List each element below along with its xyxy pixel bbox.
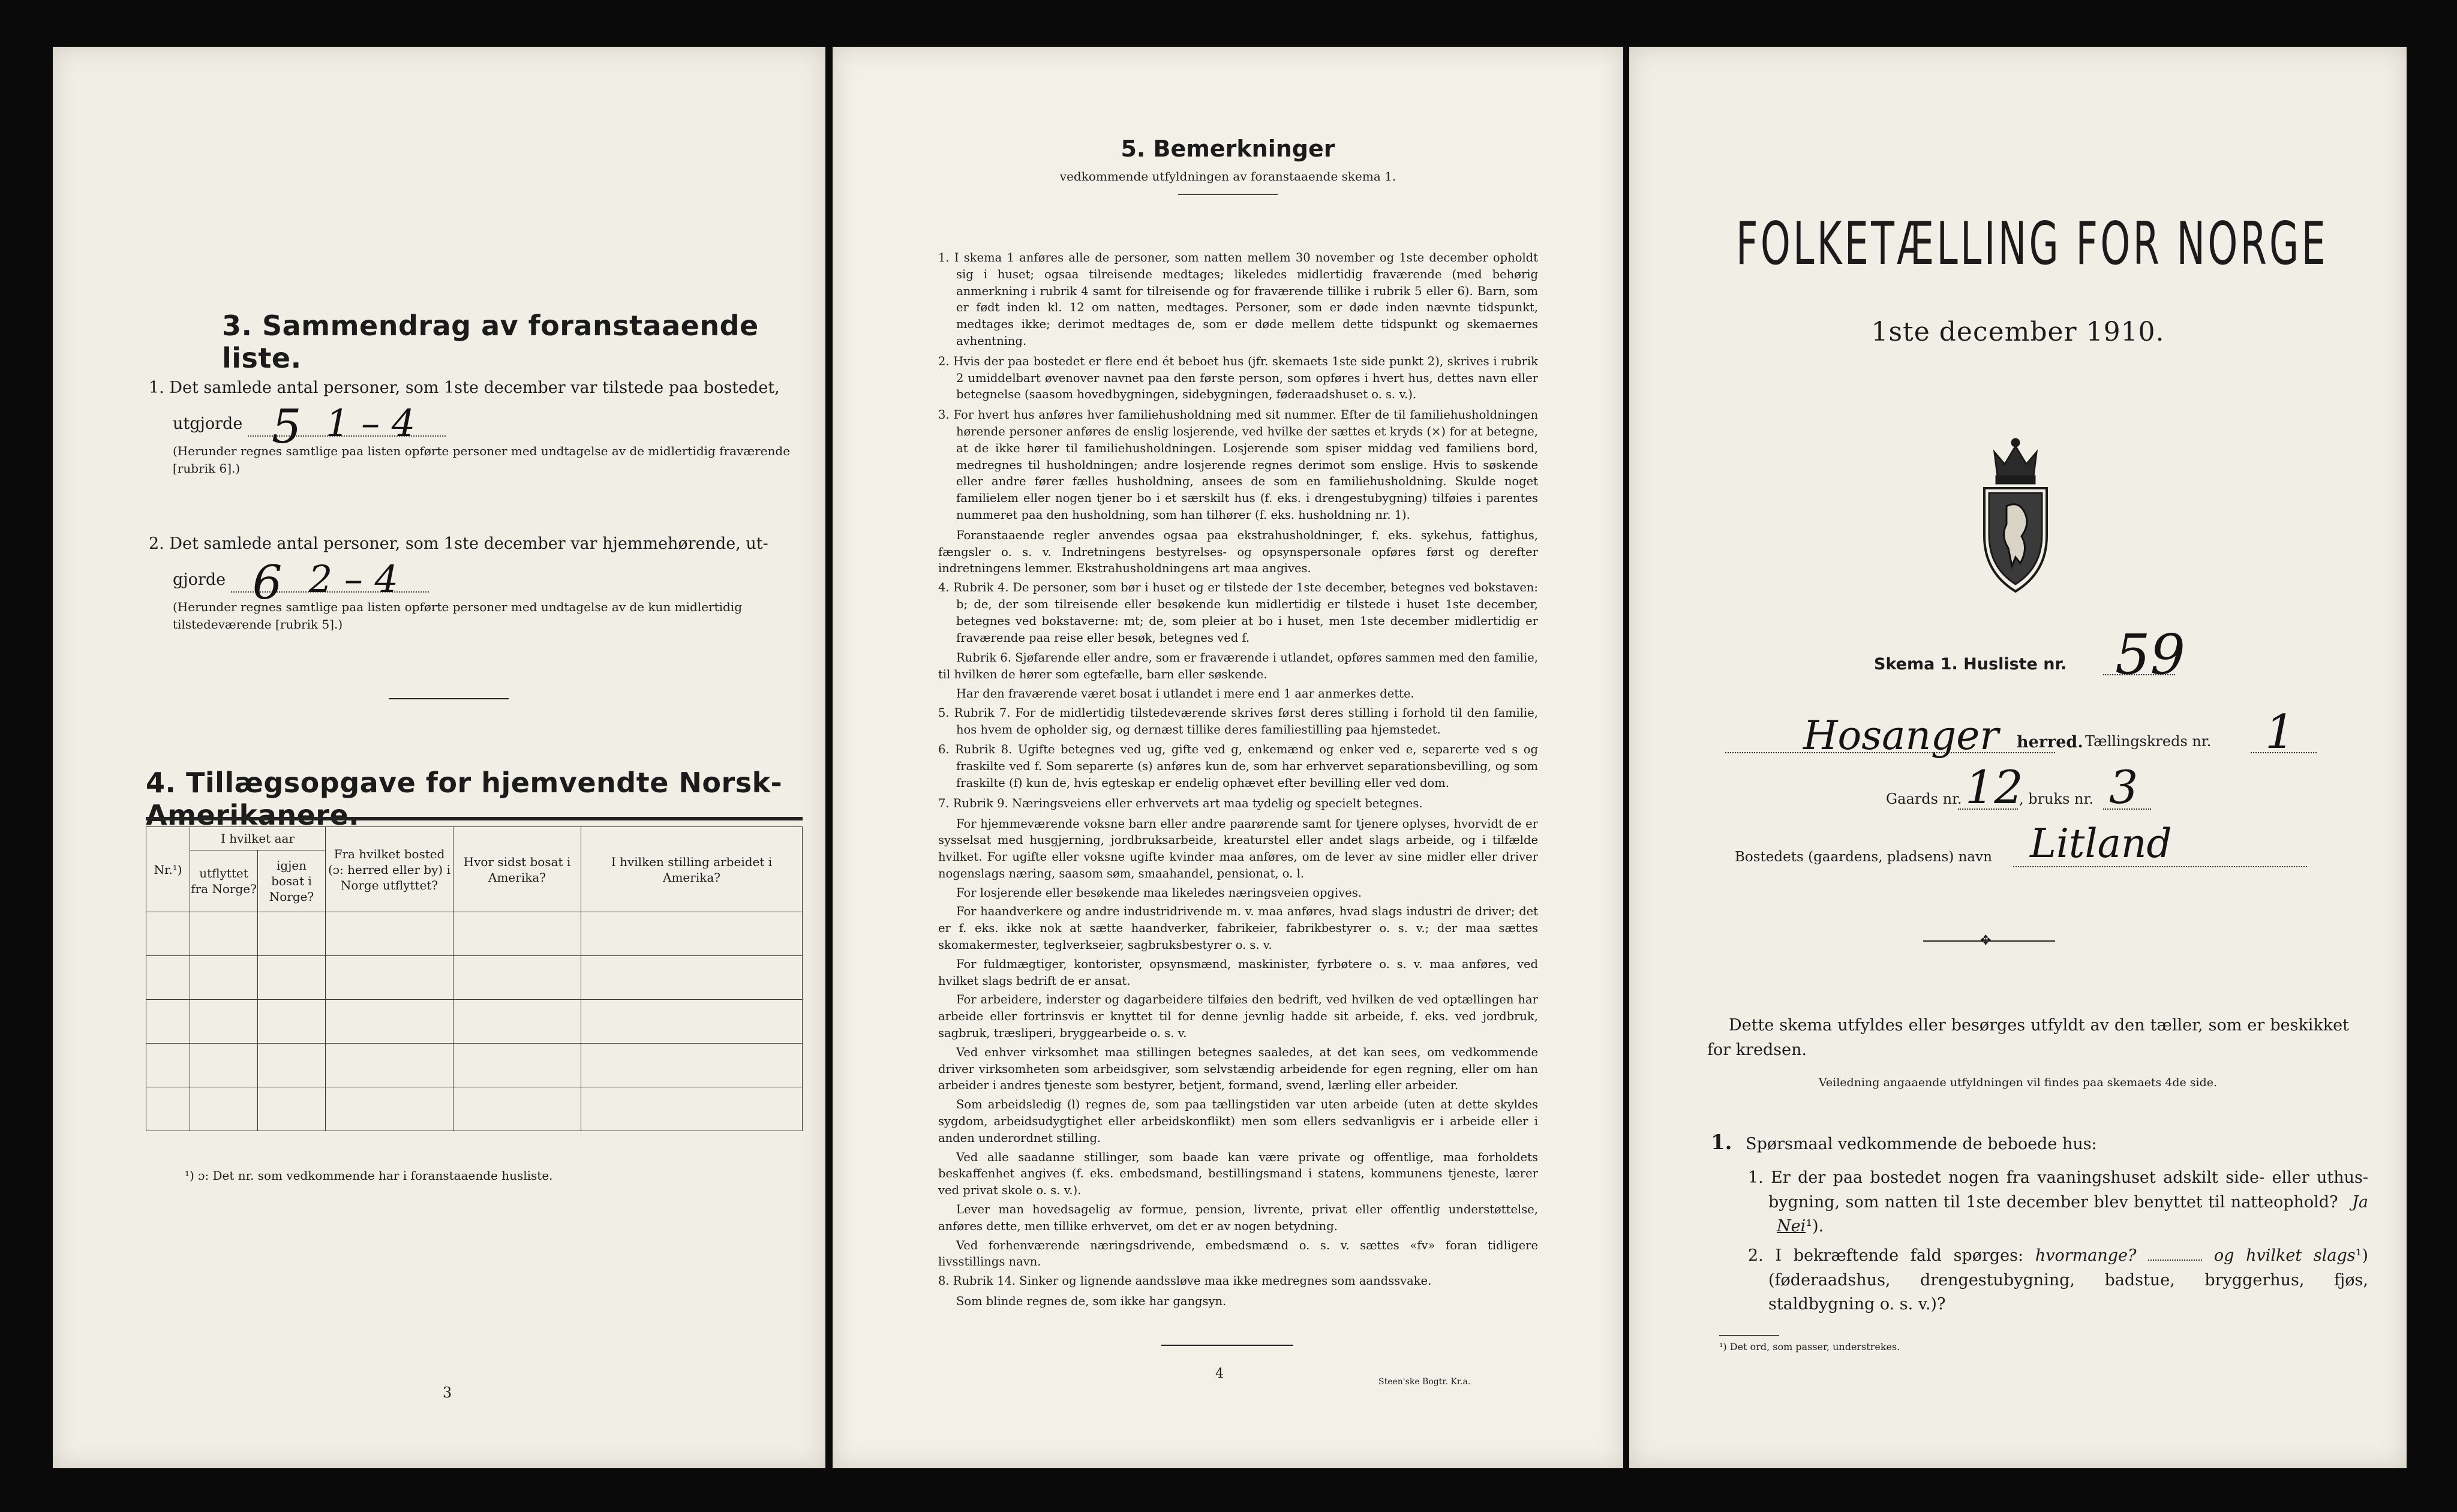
- bemerkning-paragraph: Foranstaaende regler anvendes ogsaa paa ekstrahusholdninger, f. eks. sykehus, fattighus, fængsler o. s. v. Indretningens bestyrelses- og opsynspersonale opføres først og derefter indretningens lemmer. Ekstrahusholdningens art maa angives.: [938, 528, 1538, 576]
- item-1-value: 5: [271, 400, 302, 454]
- item-1-value-extra: 1 – 4: [325, 401, 416, 445]
- bemerkning-paragraph: 1. I skema 1 anføres alle de personer, som natten mellem 30 november og 1ste december opholdt sig i huset; ogsaa tilreisende medtages; likeledes midlertidig fraværende (med behørig anmerkning i rubrik 4 samt for tilreisende og for fraværende tillike i rubrik 5 eller 6). Barn, som er født inden kl. 12 om natten, medtages. Personer, som er døde inden nævnte tidspunkt, medtages ikke; derimot medtages de, som er døde mellem dette tidspunkt og skemaernes avhentning.: [938, 251, 1538, 348]
- table-row: [146, 1087, 803, 1131]
- table-row: [146, 956, 803, 1000]
- bemerkning-paragraph: Ved forhenværende næringsdrivende, embedsmænd o. s. v. sættes «fv» foran tidligere livsstillings navn.: [938, 1238, 1538, 1269]
- question-2-detail: (føderaadshus, drengestubygning, badstue, bryggerhus, fjøs, staldbygning o. s. v.)?: [1768, 1270, 2368, 1313]
- bemerkning-paragraph: For fuldmægtiger, kontorister, opsynsmænd, maskinister, fyrbøtere o. s. v. maa anføres, ved hvilket slags bedrift de er ansat.: [938, 957, 1538, 988]
- bemerkning-paragraph: For losjerende eller besøkende maa likeledes næringsveien opgives.: [956, 885, 1362, 900]
- question-2-hvormange: hvormange?: [2035, 1246, 2137, 1265]
- footnote-rule: [1719, 1335, 1779, 1336]
- header-fra-bosted: Fra hvilket bosted (ɔ: herred eller by) i Norge utflyttet?: [326, 827, 453, 912]
- question-2: 2. I bekræftende fald spørges: hvormange? og hvilket slags¹) (føderaadshus, drengestubygning, badstue, bryggerhus, fjøs, staldbygning o. s. v.)?: [1748, 1246, 2368, 1313]
- table-footnote: ¹) ɔ: Det nr. som vedkommende har i foranstaaende husliste.: [185, 1168, 553, 1183]
- header-utflyttet: utflyttet fra Norge?: [190, 850, 258, 912]
- right-footnote: ¹) Det ord, som passer, understrekes.: [1719, 1341, 1900, 1352]
- ornament-icon: ✥: [1980, 933, 1992, 948]
- section-3-title: 3. Sammendrag av foranstaaende liste.: [222, 309, 759, 374]
- census-date: 1ste december 1910.: [1871, 317, 2165, 347]
- item-1-dotline: [248, 400, 446, 454]
- right-page: [1629, 47, 2407, 1468]
- bemerkning-paragraph: 2. Hvis der paa bostedet er flere end ét beboet hus (jfr. skemaets 1ste side punkt 2), skrives i rubrik 2 umiddelbart øvenover navnet paa den første person, som opføres i hvert hus, dettes navn eller betegnelse (saasom hovedbygningen, sidebygningen, føderaadshuset o. s. v.).: [938, 354, 1538, 402]
- bosted-label: Bostedets (gaardens, pladsens) navn: [1735, 849, 1992, 865]
- bemerkning-paragraph: Ved enhver virksomhet maa stillingen betegnes saaledes, at det kan sees, om vedkommende driver virksomheten som arbeidsgiver, som selvstændig arbeidende for egen regning, eller om han arbeider i andres tjeneste som bestyrer, betjent, formand, svend, lærling eller arbeider.: [938, 1045, 1538, 1093]
- bemerkning-paragraph: 4. Rubrik 4. De personer, som bør i huset og er tilstede der 1ste december, betegnes ved bokstaven: b; de, der som tilreisende eller besøkende kun midlertidig er tilstede i huset 1ste december, betegnes ved bokstaverne: mt; de, som pleier at bo i huset, men 1ste december midlertidig er fraværende paa reise eller besøk, betegnes ved f.: [938, 581, 1538, 645]
- item-2-note: (Herunder regnes samtlige paa listen opførte personer med undtagelse av de kun midlertidig tilstedeværende [rubrik 5].): [173, 600, 743, 632]
- middle-page: [833, 47, 1623, 1468]
- husliste-value: 59: [2115, 623, 2186, 687]
- coat-of-arms-icon: [1974, 434, 2057, 596]
- item-1-text: 1. Det samlede antal personer, som 1ste december var tilstede paa bostedet,: [149, 378, 780, 397]
- bemerkning-paragraph: Ved alle saadanne stillinger, som baade kan være private og offentlige, maa forholdets beskaffenhet angives (f. eks. embedsmand, bestillingsmand i statens, kommunens tjeneste, lærer ved privat skole o. s. v.).: [938, 1150, 1538, 1198]
- question-1-text: 1. Er der paa bostedet nogen fra vaaningshuset adskilt side- eller uthus-bygning, som natten til 1ste december blev benyttet til natteophold?: [1748, 1168, 2368, 1212]
- table-row: [146, 912, 803, 956]
- bemerkninger-body: [938, 250, 1538, 1312]
- page-number-3: 3: [443, 1384, 452, 1401]
- item-2-value-extra: 2 – 4: [308, 557, 398, 601]
- section-4-title: 4. Tillægsopgave for hjemvendte Norsk-Amerikanere.: [146, 766, 783, 831]
- hvormange-dotline: [2148, 1260, 2202, 1261]
- schema-label: Skema 1. Husliste nr.: [1874, 655, 2067, 674]
- question-heading-number: 1.: [1711, 1131, 1732, 1155]
- bemerkning-paragraph: For hjemmeværende voksne barn eller andre paarørende samt for tjenere oplyses, hvorvidt de er sysselsat med husgjerning, jordbruksarbeide, kreaturstel eller andet slags arbeide, og i tilfælde hvilket. For ugifte eller voksne ugifte kvinder maa anføres, om de lever av sine midler eller driver nogenslags næring, saasom søm, smaahandel, pensionat, o. l.: [938, 816, 1538, 880]
- kreds-value: 1: [2265, 705, 2295, 759]
- item-1-answer-line: [173, 400, 446, 454]
- page-number-4: 4: [1215, 1366, 1224, 1381]
- question-2-slags: og hvilket slags: [2213, 1246, 2356, 1265]
- item-1-prefix: utgjorde: [173, 414, 243, 434]
- bemerkning-paragraph: 5. Rubrik 7. For de midlertidig tilstedeværende skrives først deres stilling i forhold til den familie, hos hvem de opholder sig, og dernæst tillike deres familiestilling paa hjemstedet.: [938, 705, 1538, 737]
- main-title: FOLKETÆLLING FOR NORGE: [1736, 210, 2329, 278]
- table-row: [146, 1044, 803, 1087]
- question-heading: [1711, 1128, 2097, 1158]
- bemerkning-paragraph: Som arbeidsledig (l) regnes de, som paa tællingstiden var uten arbeide (uten at dette skyldes sygdom, arbeidsudygtighet eller arbeidskonflikt) men som ellers sedvanligvis er i arbeide eller i anden underordnet stilling.: [938, 1098, 1538, 1145]
- bemerkninger-subtitle: vedkommende utfyldningen av foranstaaende skema 1.: [1059, 169, 1396, 184]
- header-sidst-bosat: Hvor sidst bosat i Amerika?: [453, 827, 581, 912]
- table-row: [146, 1000, 803, 1044]
- answer-footnote-mark: ¹).: [1806, 1217, 1824, 1236]
- item-2-prefix: gjorde: [173, 570, 226, 590]
- question-heading-text: Spørsmaal vedkommende de beboede hus:: [1746, 1135, 2097, 1153]
- bemerkning-paragraph: Rubrik 6. Sjøfarende eller andre, som er fraværende i utlandet, opføres sammen med den familie, til hvilken de hører som egtefælle, barn eller søskende.: [938, 651, 1538, 682]
- bemerkning-paragraph: 7. Rubrik 9. Næringsveiens eller erhvervets art maa tydelig og specielt betegnes.: [938, 796, 1423, 810]
- bemerkning-paragraph: For arbeidere, inderster og dagarbeidere tilføies den bedrift, ved hvilken de ved optællingen har arbeide eller fortrinsvis er knyttet til for denne jevnlig hadde sit arbeide, f. eks. ved jordbruk, sagbruk, træsliperi, bryggearbeide o. s. v.: [938, 993, 1538, 1041]
- item-1-note: (Herunder regnes samtlige paa listen opførte personer med undtagelse av de midlertidig fraværende [rubrik 6].): [173, 444, 791, 476]
- answer-ja: Ja: [2352, 1192, 2368, 1212]
- answer-nei: Nei: [1777, 1217, 1806, 1236]
- left-page: [53, 47, 825, 1468]
- herred-label: herred.: [2017, 733, 2083, 752]
- item-2-text: 2. Det samlede antal personer, som 1ste december var hjemmehørende, ut-: [149, 534, 768, 553]
- item-2-value: 6: [252, 556, 283, 610]
- instruction-text: Dette skema utfyldes eller besørges utfyldt av den tæller, som er beskikket for kredsen.: [1707, 1016, 2349, 1059]
- bemerkninger-title: 5. Bemerkninger: [1121, 136, 1335, 162]
- question-1: [1748, 1166, 2368, 1239]
- header-igjen: igjen bosat i Norge?: [258, 850, 326, 912]
- bemerkning-paragraph: 6. Rubrik 8. Ugifte betegnes ved ug, gifte ved g, enkemænd og enker ved e, separerte ved s og fraskilte ved f. Som separerte (s) anføres kun de, som har erhvervet separationsbevilling, og som fraskilte (f) kun de, hvis egteskap er endelig ophævet efter bevilling eller ved dom.: [938, 743, 1538, 790]
- item-2-dotline: [231, 556, 429, 610]
- printer-imprint: Steen'ske Bogtr. Kr.a.: [1378, 1377, 1471, 1387]
- bruks-label: , bruks nr.: [2019, 790, 2093, 807]
- bemerkning-paragraph: Som blinde regnes de, som ikke har gangsyn.: [956, 1294, 1227, 1309]
- bosted-value: Litland: [2030, 820, 2172, 867]
- instruction-small: Veiledning angaaende utfyldningen vil findes paa skemaets 4de side.: [1818, 1076, 2218, 1089]
- table-top-rule: [146, 817, 803, 820]
- bemerkning-paragraph: For haandverkere og andre industridrivende m. v. maa anføres, hvad slags industri de driver; det er f. eks. ikke nok at sætte haandverker, fabrikeier, fabrikbestyrer o. s. v.; der maa sættes skomakermester, teglverkseier, sagbruksbestyrer o. s. v.: [938, 904, 1538, 952]
- header-i-hvilket-aar: I hvilket aar: [190, 827, 326, 850]
- bruks-value: 3: [2109, 760, 2138, 814]
- title-rule: [1178, 194, 1278, 195]
- kreds-label: Tællingskreds nr.: [2085, 733, 2212, 750]
- bemerkning-paragraph: 3. For hvert hus anføres hver familiehusholdning med sit nummer. Efter de til familiehusholdningen hørende personer anføres de enslig losjerende, ved hvilke der sættes et kryds (×) for at betegne, at de ikke hører til familiehusholdningen. Losjerende som spiser middag ved familiens bord, medregnes til husholdningen; andre losjerende regnes derimot som enslige. Hvis to søskende eller andre fører fælles husholdning, ansees de som en familiehusholdning. Skulde noget familielem eller nogen tjener bo i et særskilt hus (f. eks. i drengestubygning) tilføies i parentes nummeret paa den husholdning, som han tilhører (f. eks. husholdning nr. 1).: [938, 408, 1538, 522]
- question-2-intro: 2. I bekræftende fald spørges:: [1748, 1246, 2024, 1265]
- norsk-amerikaner-table: [146, 826, 803, 1131]
- header-nr: Nr.¹): [146, 827, 190, 912]
- bemerkning-paragraph: 8. Rubrik 14. Sinker og lignende aandssløve maa ikke medregnes som aandssvake.: [938, 1274, 1432, 1288]
- footer-rule: [1161, 1345, 1293, 1346]
- gaards-label: Gaards nr.: [1886, 790, 1962, 807]
- gaards-value: 12: [1965, 760, 2023, 814]
- divider: [389, 698, 509, 699]
- header-stilling: I hvilken stilling arbeidet i Amerika?: [581, 827, 803, 912]
- bemerkning-paragraph: Har den fraværende været bosat i utlandet i mere end 1 aar anmerkes dette.: [956, 686, 1414, 701]
- herred-value: Hosanger: [1803, 713, 1999, 759]
- bemerkning-paragraph: Lever man hovedsagelig av formue, pension, livrente, privat eller offentlig understøttelse, anføres dette, men tillike erhvervet, om det er av nogen betydning.: [938, 1203, 1538, 1233]
- item-2-answer-line: [173, 556, 429, 610]
